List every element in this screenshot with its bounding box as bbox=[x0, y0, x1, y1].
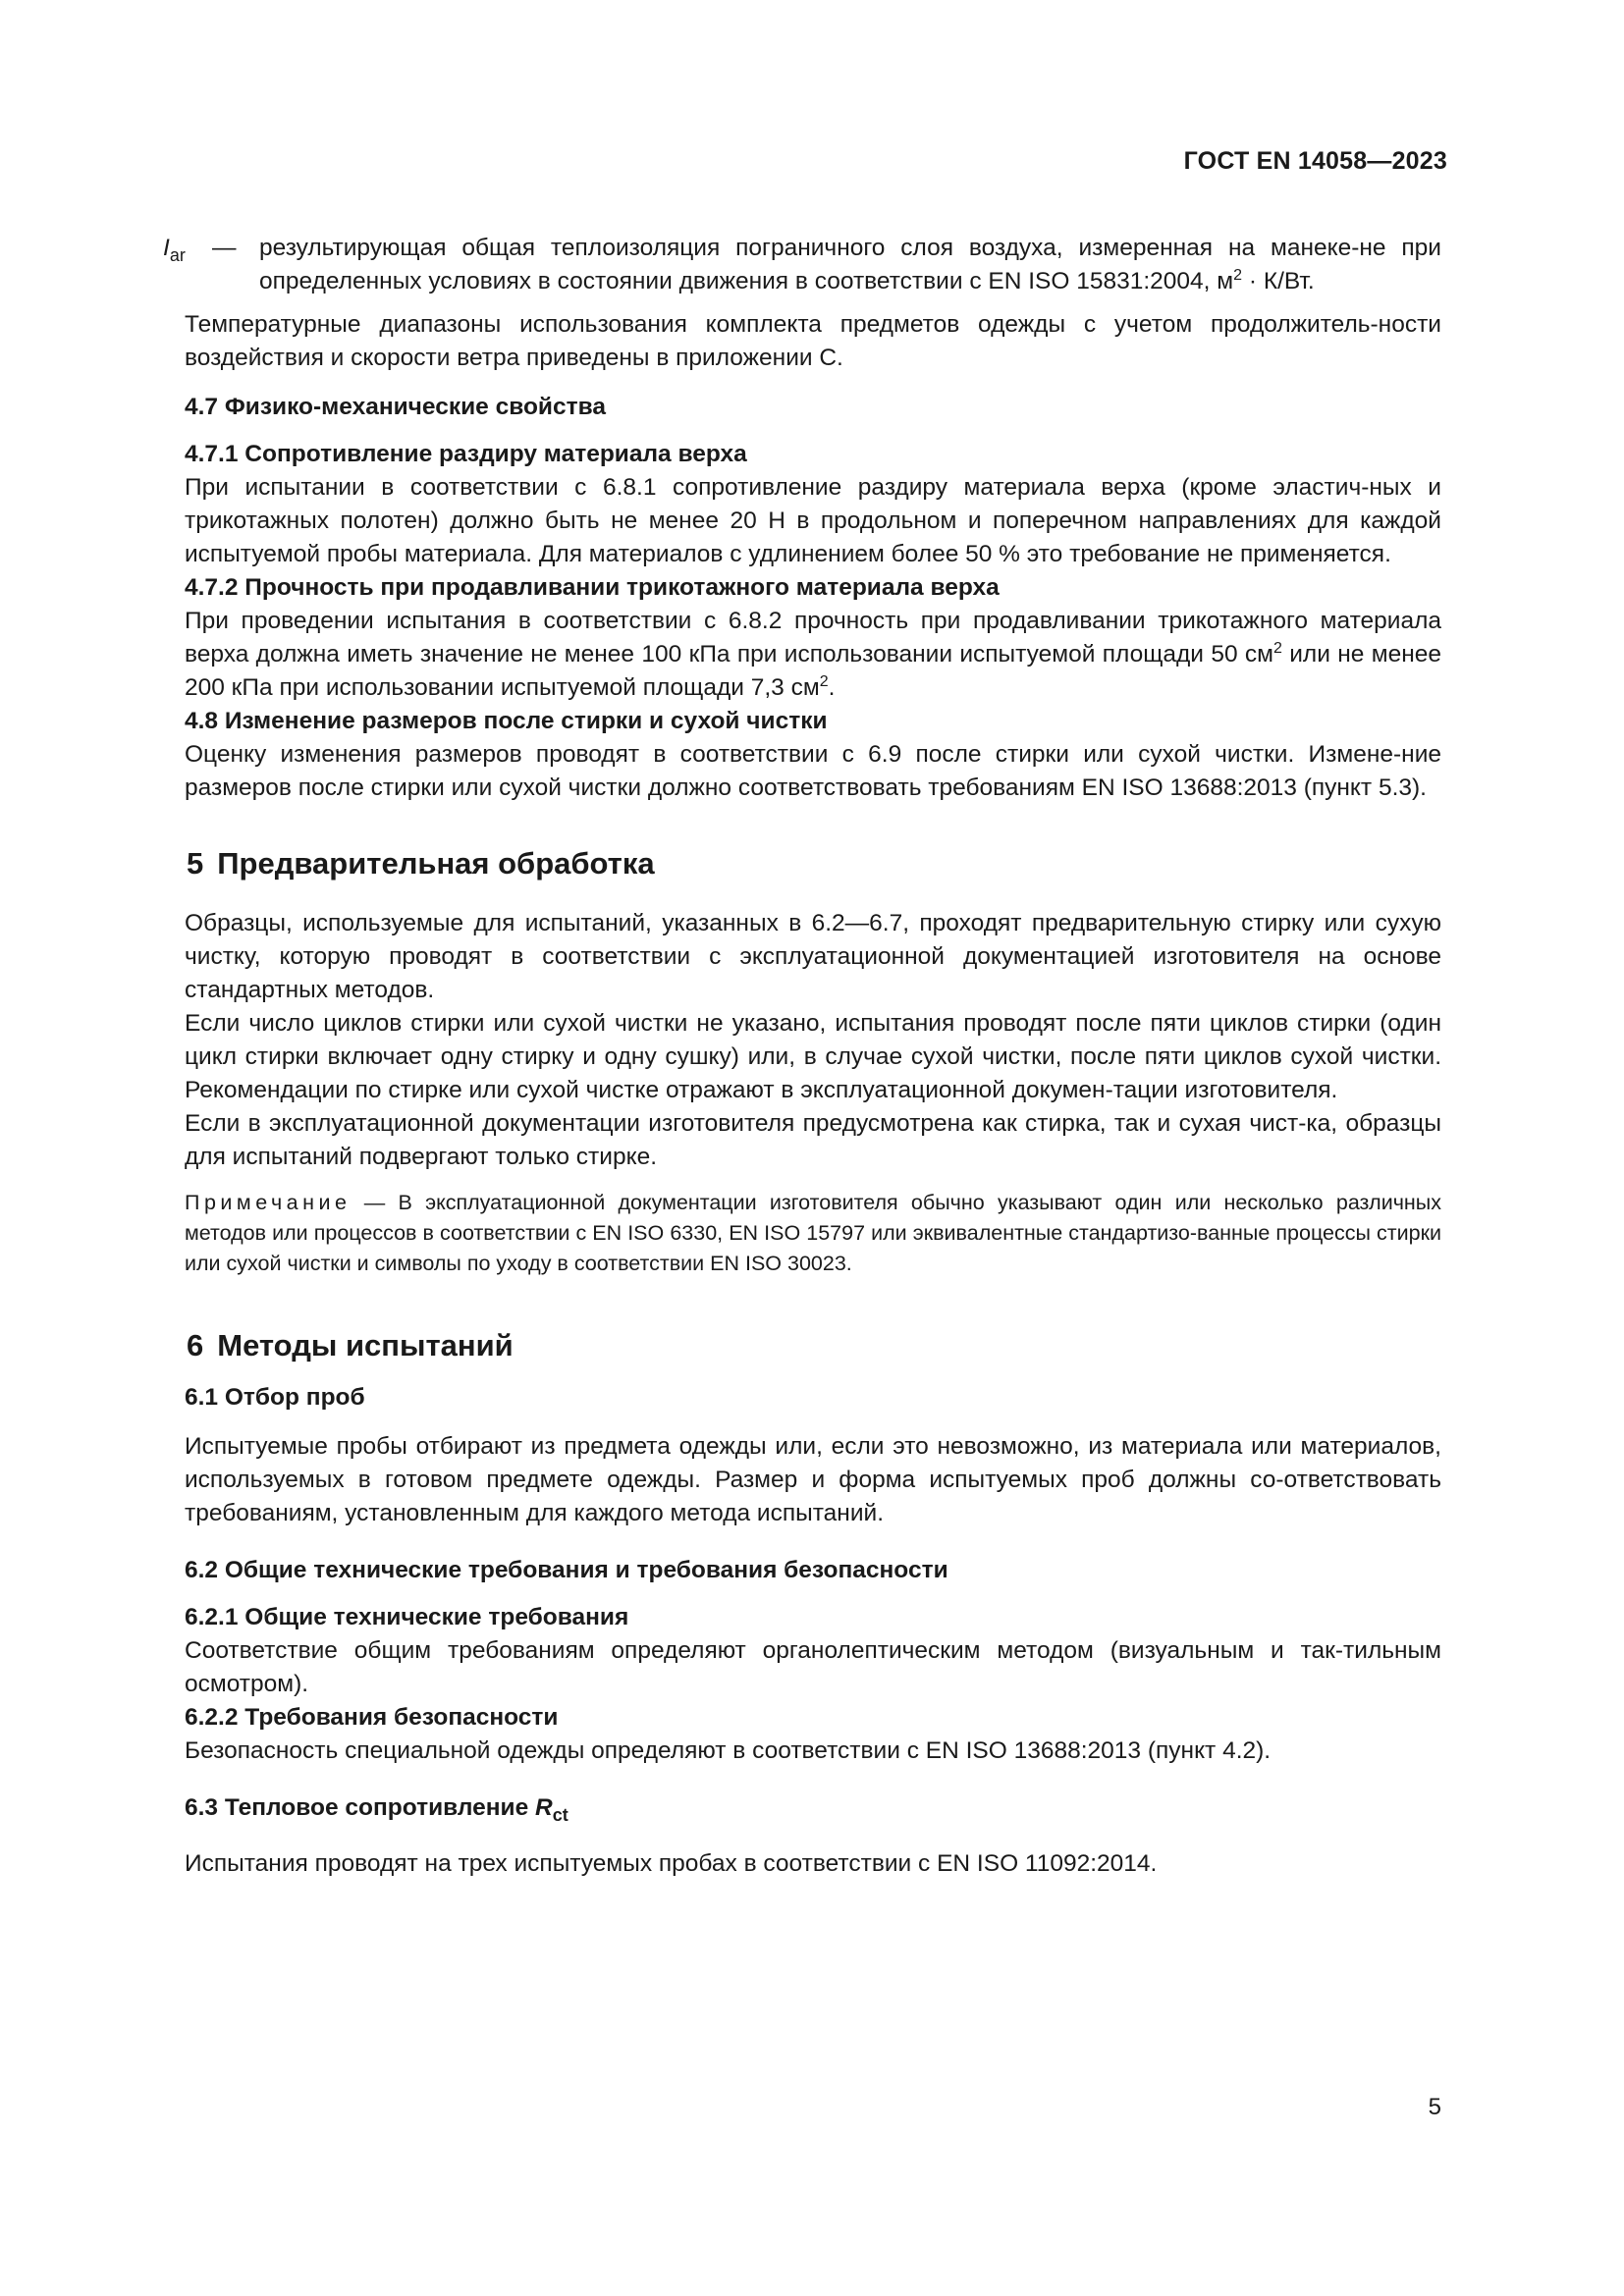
definition-iar bbox=[163, 232, 1441, 298]
temperature-ranges-paragraph: Температурные диапазоны использования комплекта предметов одежды с учетом продолжитель-ности воздействия и скорости ветра приведены в приложении С. bbox=[185, 311, 1441, 371]
section-6-2-1-heading: 6.2.1 Общие технические требования bbox=[185, 1604, 629, 1630]
section-4-8-text: Оценку изменения размеров проводят в соответствии с 6.9 после стирки или сухой чистки. Измене-ние размеров после стирки или сухой чистки должно соответствовать требованиям EN ISO 13688:2013 (пункт 5.3). bbox=[185, 741, 1441, 801]
section-6-1-heading: 6.1 Отбор проб bbox=[185, 1384, 365, 1411]
section-5-paragraph-2: Если число циклов стирки или сухой чистки не указано, испытания проводят после пяти циклов стирки (один цикл стирки включает одну стирку и одну сушку) или, в случае сухой чистки, после пяти циклов сухой чистки. Рекомендации по стирке или сухой чистке отражают в эксплуатационной докумен-тации изготовителя. bbox=[185, 1010, 1441, 1103]
section-5-paragraph-3: Если в эксплуатационной документации изготовителя предусмотрена как стирка, так и сухая чист-ка, образцы для испытаний подвергают только стирке. bbox=[185, 1110, 1441, 1170]
note-label: Примечание bbox=[185, 1191, 352, 1214]
section-4-7-2-heading: 4.7.2 Прочность при продавливании трикотажного материала верха bbox=[185, 574, 1000, 601]
definition-symbol: $I_{ar}$ bbox=[163, 235, 186, 265]
section-6-2-2-heading: 6.2.2 Требования безопасности bbox=[185, 1704, 559, 1731]
section-4-7-1-heading: 4.7.1 Сопротивление раздиру материала верха bbox=[185, 441, 747, 467]
section-6-3-text: Испытания проводят на трех испытуемых пробах в соответствии с EN ISO 11092:2014. bbox=[185, 1849, 1158, 1877]
section-4-8-heading: 4.8 Изменение размеров после стирки и сухой чистки bbox=[185, 708, 828, 734]
section-5-note: Примечание — В эксплуатационной документации изготовителя обычно указывают один или несколько различных методов или процессов в соответствии с EN ISO 6330, EN ISO 15797 или эквивалентные стандартизо-ванные процессы стирки или сухой чистки и символы по уходу в соответствии EN ISO 30023. bbox=[185, 1191, 1441, 1275]
definition-text: результирующая общая теплоизоляция пограничного слоя воздуха, измеренная на манеке-не при определенных условиях в состоянии движения в соответствии с EN ISO 15831:2004, $м^2 \cdot К/Вт$. bbox=[259, 235, 1441, 294]
section-6-1-text: Испытуемые пробы отбирают из предмета одежды или, если это невозможно, из материала или материалов, используемых в готовом предмете одежды. Размер и форма испытуемых проб должны со-ответствовать требованиям, установленным для каждого метода испытаний. bbox=[185, 1433, 1441, 1526]
section-4-7-2-text: При проведении испытания в соответствии с 6.8.2 прочность при продавливании трикотажного материала верха должна иметь значение не менее 100 кПа при использовании испытуемой площади 50 $см^2$ или не менее 200 кПа при использовании испытуемой площади 7,3 $см^2$. bbox=[185, 608, 1441, 701]
section-5-heading: 5 Предварительная обработка bbox=[187, 846, 655, 881]
document-code-header: ГОСТ EN 14058—2023 bbox=[1183, 147, 1447, 175]
section-6-2-2-text: Безопасность специальной одежды определяют в соответствии с EN ISO 13688:2013 (пункт 4.2). bbox=[185, 1737, 1272, 1764]
section-6-2-1-text: Соответствие общим требованиям определяют органолептическим методом (визуальным и так-тильным осмотром). bbox=[185, 1637, 1441, 1697]
section-4-7-heading: 4.7 Физико-механические свойства bbox=[185, 394, 606, 420]
page-content bbox=[163, 232, 1441, 1881]
section-6-3-heading: 6.3 Тепловое сопротивление $R_{ct}$ bbox=[185, 1794, 568, 1825]
section-4-7-1-text: При испытании в соответствии с 6.8.1 сопротивление раздиру материала верха (кроме эластич-ных и трикотажных полотен) должно быть не менее 20 Н в продольном и поперечном направлениях для каждой испытуемой пробы материала. Для материалов с удлинением более 50 % это требование не применяется. bbox=[185, 474, 1441, 567]
page-number: 5 bbox=[1428, 2094, 1441, 2120]
section-5-paragraph-1: Образцы, используемые для испытаний, указанных в 6.2—6.7, проходят предварительную стирку или сухую чистку, которую проводят в соответствии с эксплуатационной документацией изготовителя на основе стандартных методов. bbox=[185, 910, 1441, 1003]
section-6-heading: 6 Методы испытаний bbox=[187, 1328, 514, 1362]
section-6-2-heading: 6.2 Общие технические требования и требования безопасности bbox=[185, 1557, 948, 1583]
definition-dash: — bbox=[212, 235, 237, 261]
